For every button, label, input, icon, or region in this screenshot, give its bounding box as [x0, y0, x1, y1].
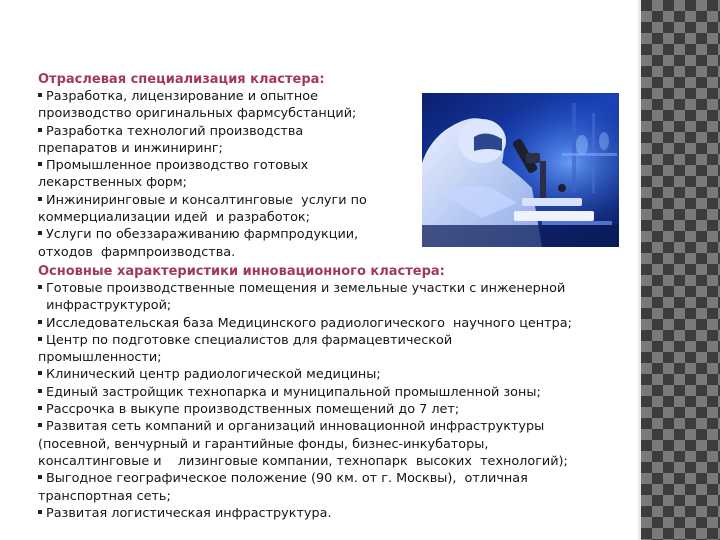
- square-bullet-icon: [38, 510, 42, 514]
- square-bullet-icon: [38, 162, 42, 166]
- list-item: [38, 418, 572, 435]
- specialization-list: [38, 88, 367, 261]
- list-item: [38, 88, 367, 105]
- list-item-text: Инжиниринговые и консалтинговые услуги по: [46, 192, 367, 208]
- list-item: [38, 436, 572, 453]
- section-heading-specialization: Отраслевая специализация кластера:: [38, 72, 325, 87]
- list-item-text: Готовые производственные помещения и земельные участки с инженерной: [46, 281, 566, 296]
- section-heading-characteristics: Основные характеристики инновационного кластера:: [38, 264, 445, 279]
- list-item: [38, 505, 572, 522]
- list-item-text: Единый застройщик технопарка и муниципальной промышленной зоны;: [46, 384, 541, 400]
- list-item: [38, 226, 367, 243]
- list-item-text: коммерциализации идей и разработок;: [38, 210, 310, 226]
- characteristics-list: [38, 280, 572, 522]
- list-item-text: Разработка, лицензирование и опытное: [46, 89, 318, 104]
- list-item: [38, 209, 367, 226]
- square-bullet-icon: [38, 337, 42, 341]
- list-item: [38, 297, 572, 314]
- list-item-text: Клинический центр радиологической медицины;: [46, 367, 381, 383]
- list-item-text: Центр по подготовке специалистов для фармацевтической: [46, 332, 453, 348]
- list-item: [38, 349, 572, 366]
- list-item: [38, 105, 367, 122]
- list-item-text: Выгодное географическое положение (90 км. от г. Москвы), отличная: [46, 471, 528, 487]
- list-item: [38, 280, 572, 297]
- square-bullet-icon: [38, 389, 42, 393]
- list-item-text: Развитая логистическая инфраструктура.: [46, 505, 332, 521]
- list-item-text: (посевной, венчурный и гарантийные фонды, бизнес-инкубаторы,: [38, 436, 489, 452]
- list-item-text: Промышленное производство готовых: [46, 158, 309, 174]
- list-item: [38, 123, 367, 140]
- list-item: [38, 366, 572, 383]
- list-item-text: лекарственных форм;: [38, 175, 187, 191]
- square-bullet-icon: [38, 320, 42, 324]
- list-item-text: консалтинговые и лизинговые компании, технопарк высоких технологий);: [38, 453, 568, 469]
- list-item: [38, 488, 572, 505]
- square-bullet-icon: [38, 475, 42, 479]
- square-bullet-icon: [38, 406, 42, 410]
- list-item: [38, 244, 367, 261]
- slide-title-line-3: (Г. ОБНИНСК): [38, 39, 156, 55]
- list-item-text: препаратов и инжиниринг;: [38, 140, 223, 156]
- list-item: [38, 470, 572, 487]
- list-item-text: Развитая сеть компаний и организаций инновационной инфраструктуры: [46, 419, 545, 435]
- list-item: [38, 174, 367, 191]
- list-item-text: Услуги по обеззараживанию фармпродукции,: [46, 227, 359, 243]
- square-bullet-icon: [38, 371, 42, 375]
- slide-title: [38, 2, 598, 56]
- square-bullet-icon: [38, 285, 42, 289]
- list-item-text: транспортная сеть;: [38, 488, 171, 504]
- list-item-text: отходов фармпроизводства.: [38, 244, 236, 260]
- list-item-text: промышленности;: [38, 350, 162, 366]
- list-item-text: Разработка технологий производства: [46, 123, 304, 139]
- decorative-pattern-strip: [641, 0, 720, 540]
- square-bullet-icon: [38, 93, 42, 97]
- slide-title-line-1: КЛАСТЕР ФАРМАЦЕВТИКИ, БИОТЕХНОЛОГИЙ И: [38, 3, 446, 19]
- list-item: [38, 384, 572, 401]
- square-bullet-icon: [38, 423, 42, 427]
- list-item: [38, 332, 572, 349]
- list-item-text: Рассрочка в выкупе производственных помещений до 7 лет;: [46, 402, 460, 418]
- list-item: [38, 157, 367, 174]
- list-item: [38, 192, 367, 209]
- laboratory-photo: [422, 93, 619, 247]
- list-item-text: инфраструктурой;: [38, 298, 172, 314]
- list-item-text: Исследовательская база Медицинского радиологического научного центра;: [46, 315, 572, 331]
- list-item-text: производство оригинальных фармсубстанций;: [38, 106, 357, 122]
- list-item: [38, 140, 367, 157]
- square-bullet-icon: [38, 231, 42, 235]
- list-item: [38, 315, 572, 332]
- square-bullet-icon: [38, 197, 42, 201]
- square-bullet-icon: [38, 128, 42, 132]
- slide-title-line-2: БИОМЕДИЦИНЫ: [38, 21, 178, 37]
- list-item: [38, 453, 572, 470]
- list-item: [38, 401, 572, 418]
